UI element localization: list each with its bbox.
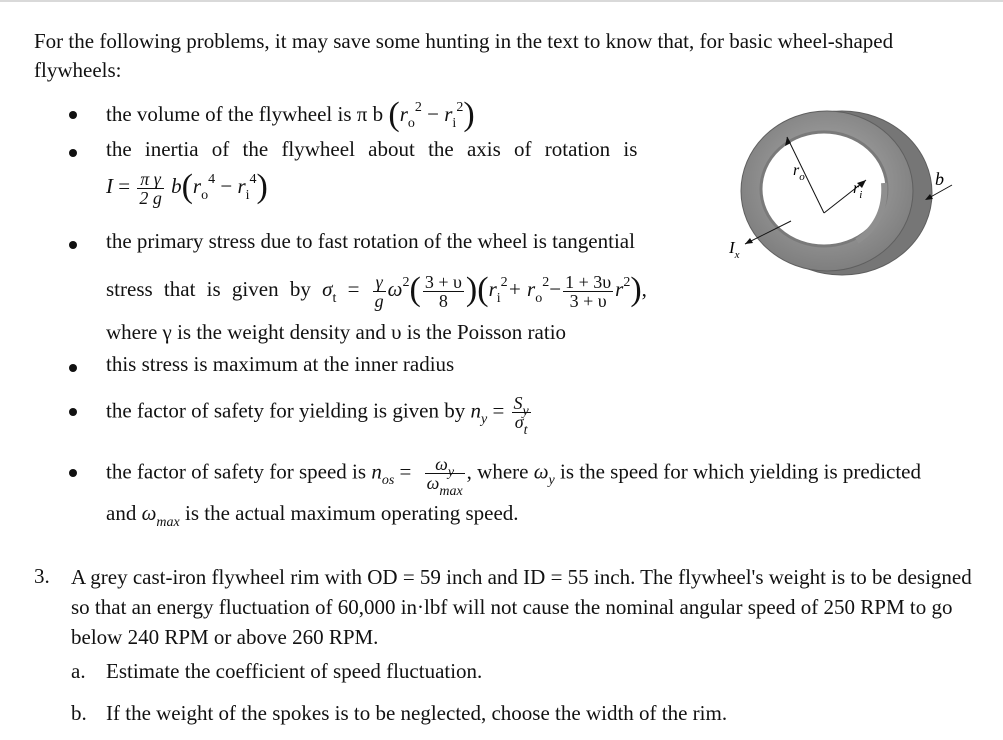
part-b-text: If the weight of the spokes is to be neglected, choose the width of the rim. [106, 701, 728, 725]
stress-frac-38-num: 3 + υ [424, 271, 462, 292]
bullet-inertia-line1: the inertia of the flywheel about the axis of rotation is [106, 137, 638, 161]
fos-speed-eq: = [399, 459, 412, 484]
bullet-volume-text [106, 96, 475, 133]
part-a-text: Estimate the coefficient of speed fluctuation. [106, 659, 483, 683]
stress-ri: r [488, 277, 497, 301]
stress-gamma: γ [375, 271, 383, 292]
ix-arrowhead [745, 238, 753, 244]
volume-r2: r [444, 102, 453, 126]
fos-yield-num-sub: y [522, 404, 529, 419]
volume-i-sub: i [452, 116, 457, 131]
stress-t-sub: t [332, 291, 337, 306]
bullet-inertia [69, 149, 77, 157]
stress-frac-13-num: 1 + 3υ [565, 271, 612, 292]
stress-ri-sub: i [496, 291, 501, 306]
inertia-formula [106, 169, 268, 207]
stress-frac-13 [563, 273, 613, 310]
volume-prefix: the volume of the flywheel is π b [106, 102, 384, 126]
fos-speed-rest: is the speed for which yielding is predicted [560, 459, 922, 484]
problem-text: A grey cast-iron flywheel rim with OD = 59 inch and ID = 55 inch. The flywheel's weight is to be designed so that an energy fluctuation of 60,000 in·lbf will not cause the nominal angular speed of 250 RPM to go below 240 RPM or above 260 RPM. [71, 565, 972, 649]
stress-frac-13-den: 3 + υ [569, 290, 607, 311]
stress-gamma-frac [373, 273, 386, 310]
top-rule [0, 0, 1003, 2]
fos-speed-den [425, 473, 465, 499]
fos-speed-num [425, 454, 465, 480]
fos-speed-den-sub: max [439, 484, 463, 499]
fos-speed-os-sub: os [381, 473, 395, 489]
stress-eq: = [347, 277, 360, 301]
inertia-four2-sup: 4 [249, 172, 257, 187]
fos-speed-omega-sub: y [548, 473, 555, 489]
label-ri: $r_i$ [853, 180, 863, 201]
volume-r: r [399, 102, 408, 126]
stress-r-exp: 2 [623, 275, 631, 290]
part-a-label: a. [71, 659, 86, 683]
inertia-i-sub: i [245, 188, 250, 203]
bullet-fos-speed [69, 469, 77, 477]
inertia-four-sup: 4 [208, 172, 216, 187]
bullet-stress [69, 241, 77, 249]
bullet-volume [69, 111, 77, 119]
bullet-stress-line1: the primary stress due to fast rotation of the wheel is tangential [106, 229, 635, 253]
volume-minus: − [421, 102, 445, 126]
inertia-r: r [192, 174, 202, 198]
stress-minus: − [549, 277, 562, 301]
stress-formula [106, 272, 647, 310]
volume-two-sup: 2 [414, 100, 422, 115]
fos-speed-omega-max-sub: max [156, 515, 180, 530]
fos-yield-den-sub: t [523, 423, 528, 438]
bullet-fos-yield [69, 408, 77, 416]
fos-yield-text: the factor of safety for yielding is given by [106, 398, 466, 423]
stress-r: r [615, 277, 624, 301]
inertia-frac-den: 2 g [139, 187, 162, 208]
stress-close-paren1: ) [465, 271, 478, 308]
fos-yield-frac [512, 393, 531, 438]
inertia-I: I [106, 174, 113, 198]
part-b-label: b. [71, 701, 87, 725]
inertia-close-paren: ) [256, 168, 268, 205]
stress-ro-exp: 2 [542, 275, 550, 290]
fos-speed-num-omega: ω [435, 454, 448, 474]
label-ix: $I_x$ [729, 238, 740, 261]
volume-open-paren: ( [388, 96, 400, 133]
flywheel-figure [727, 101, 967, 306]
stress-sigma: σ [322, 277, 333, 301]
fos-yield-eq: = [492, 398, 505, 423]
fos-speed-text: the factor of safety for speed is [106, 459, 367, 484]
inertia-frac [137, 170, 164, 207]
fos-speed-line2-prefix: and [106, 501, 137, 525]
fos-speed-frac [425, 454, 465, 499]
fos-yield-num [512, 393, 531, 419]
stress-ro-sub: o [535, 291, 543, 306]
inertia-open-paren: ( [181, 168, 193, 205]
stress-frac-38 [423, 273, 464, 310]
volume-two2-sup: 2 [456, 100, 464, 115]
fos-yield-y-sub: y [480, 412, 488, 428]
stress-line3: where γ is the weight density and υ is the Poisson ratio [106, 320, 567, 344]
stress-frac-38-den: 8 [438, 290, 448, 311]
inertia-b: b [171, 174, 182, 198]
intro-paragraph: For the following problems, it may save some hunting in the text to know that, for basic wheel-shaped flywheels: [34, 29, 894, 82]
fos-yield-n: n [470, 398, 481, 423]
inertia-minus: − [215, 174, 238, 198]
stress-plus-ro: + r [507, 277, 536, 301]
stress-omega-sup: 2 [402, 275, 410, 290]
stress-close-paren2: ) [630, 271, 642, 308]
volume-o-sub: o [407, 116, 415, 131]
stress-g: g [374, 290, 384, 311]
fos-yield-formula [106, 393, 533, 438]
fos-speed-omega: ω [533, 459, 549, 484]
inertia-frac-num: π γ [137, 170, 164, 189]
stress-open-paren2: ( [477, 271, 489, 308]
problem-number: 3. [34, 564, 50, 588]
label-b: b [935, 169, 944, 189]
fos-speed-line2 [106, 499, 519, 530]
fos-speed-num-sub: y [447, 465, 455, 480]
stress-omega: ω [387, 277, 403, 301]
stress-ri-exp: 2 [500, 275, 508, 290]
inertia-eq: = [118, 174, 131, 198]
max-inner-text: this stress is maximum at the inner radius [106, 352, 455, 376]
inertia-o-sub: o [201, 188, 209, 203]
volume-close-paren: ) [463, 96, 475, 133]
label-ro: $r_o$ [793, 162, 805, 183]
inertia-r2: r [237, 174, 246, 198]
fos-speed-line2-rest: is the actual maximum operating speed. [184, 501, 519, 525]
fos-speed-den-omega: ω [426, 473, 440, 493]
fos-speed-formula [106, 454, 922, 499]
fos-yield-num-S: S [513, 393, 523, 413]
stress-prefix: stress that is given by [106, 277, 311, 301]
fos-speed-n: n [371, 459, 382, 484]
stress-open-paren1: ( [409, 271, 421, 308]
fos-speed-omega-max: ω [141, 501, 157, 525]
bullet-max-inner [69, 364, 77, 372]
stress-comma: , [641, 277, 647, 301]
fos-yield-den-sigma: σ [514, 412, 524, 432]
fos-speed-where: , where [466, 459, 529, 484]
